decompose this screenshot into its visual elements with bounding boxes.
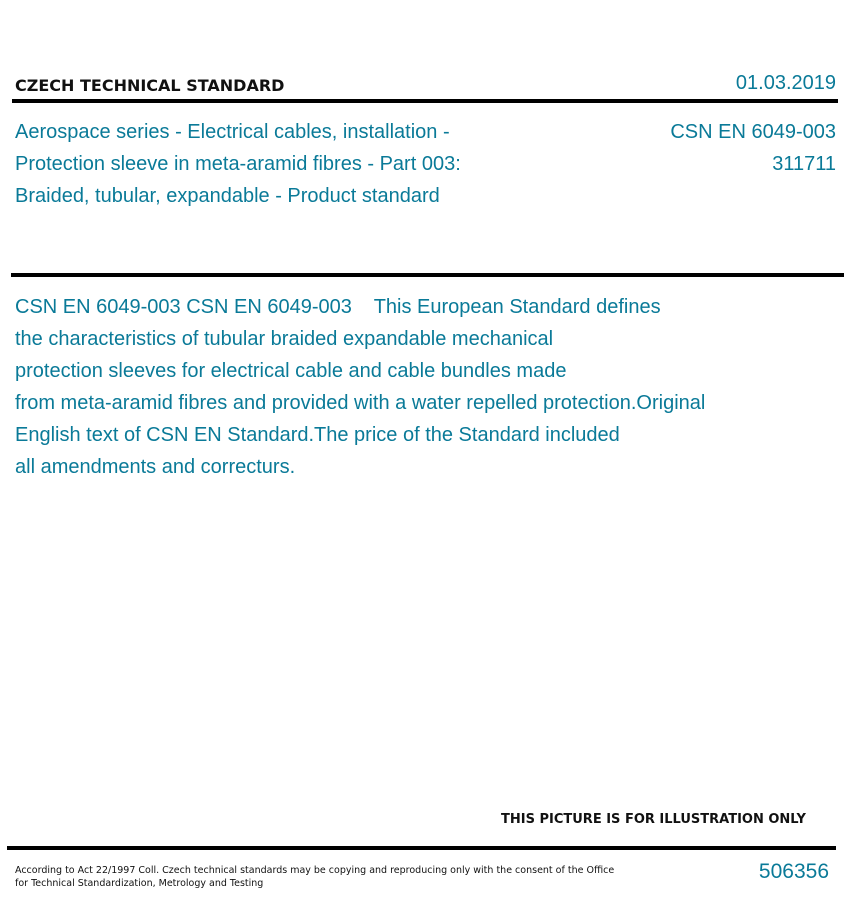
illustration-note: THIS PICTURE IS FOR ILLUSTRATION ONLY	[501, 812, 806, 827]
top-divider	[12, 99, 838, 103]
title-line-2: Protection sleeve in meta-aramid fibres - Part 003:	[15, 153, 461, 175]
abstract-line-6: all amendments and correcturs.	[15, 456, 296, 478]
document-type-heading: CZECH TECHNICAL STANDARD	[15, 76, 285, 95]
legal-line-2: for Technical Standardization, Metrology and Testing	[15, 878, 264, 889]
standard-abstract	[15, 291, 705, 483]
title-line-3: Braided, tubular, expandable - Product standard	[15, 185, 440, 207]
abstract-line-5: English text of CSN EN Standard.The price of the Standard included	[15, 424, 620, 446]
legal-line-1: According to Act 22/1997 Coll. Czech technical standards may be copying and reproducing only with the consent of the Office	[15, 865, 615, 876]
standard-code: CSN EN 6049-003	[670, 121, 836, 143]
legal-notice	[15, 864, 614, 890]
middle-divider	[11, 273, 844, 277]
abstract-line-4: from meta-aramid fibres and provided with a water repelled protection.Original	[15, 392, 706, 414]
abstract-line-1: CSN EN 6049-003 CSN EN 6049-003 This European Standard defines	[15, 296, 661, 318]
issue-date: 01.03.2019	[735, 72, 836, 94]
classification-number: 311711	[772, 153, 836, 175]
abstract-line-2: the characteristics of tubular braided expandable mechanical	[15, 328, 554, 350]
bottom-divider	[7, 846, 836, 850]
standard-title	[15, 116, 461, 212]
catalog-number: 506356	[758, 860, 829, 883]
abstract-line-3: protection sleeves for electrical cable and cable bundles made	[15, 360, 567, 382]
title-line-1: Aerospace series - Electrical cables, installation -	[15, 121, 450, 143]
